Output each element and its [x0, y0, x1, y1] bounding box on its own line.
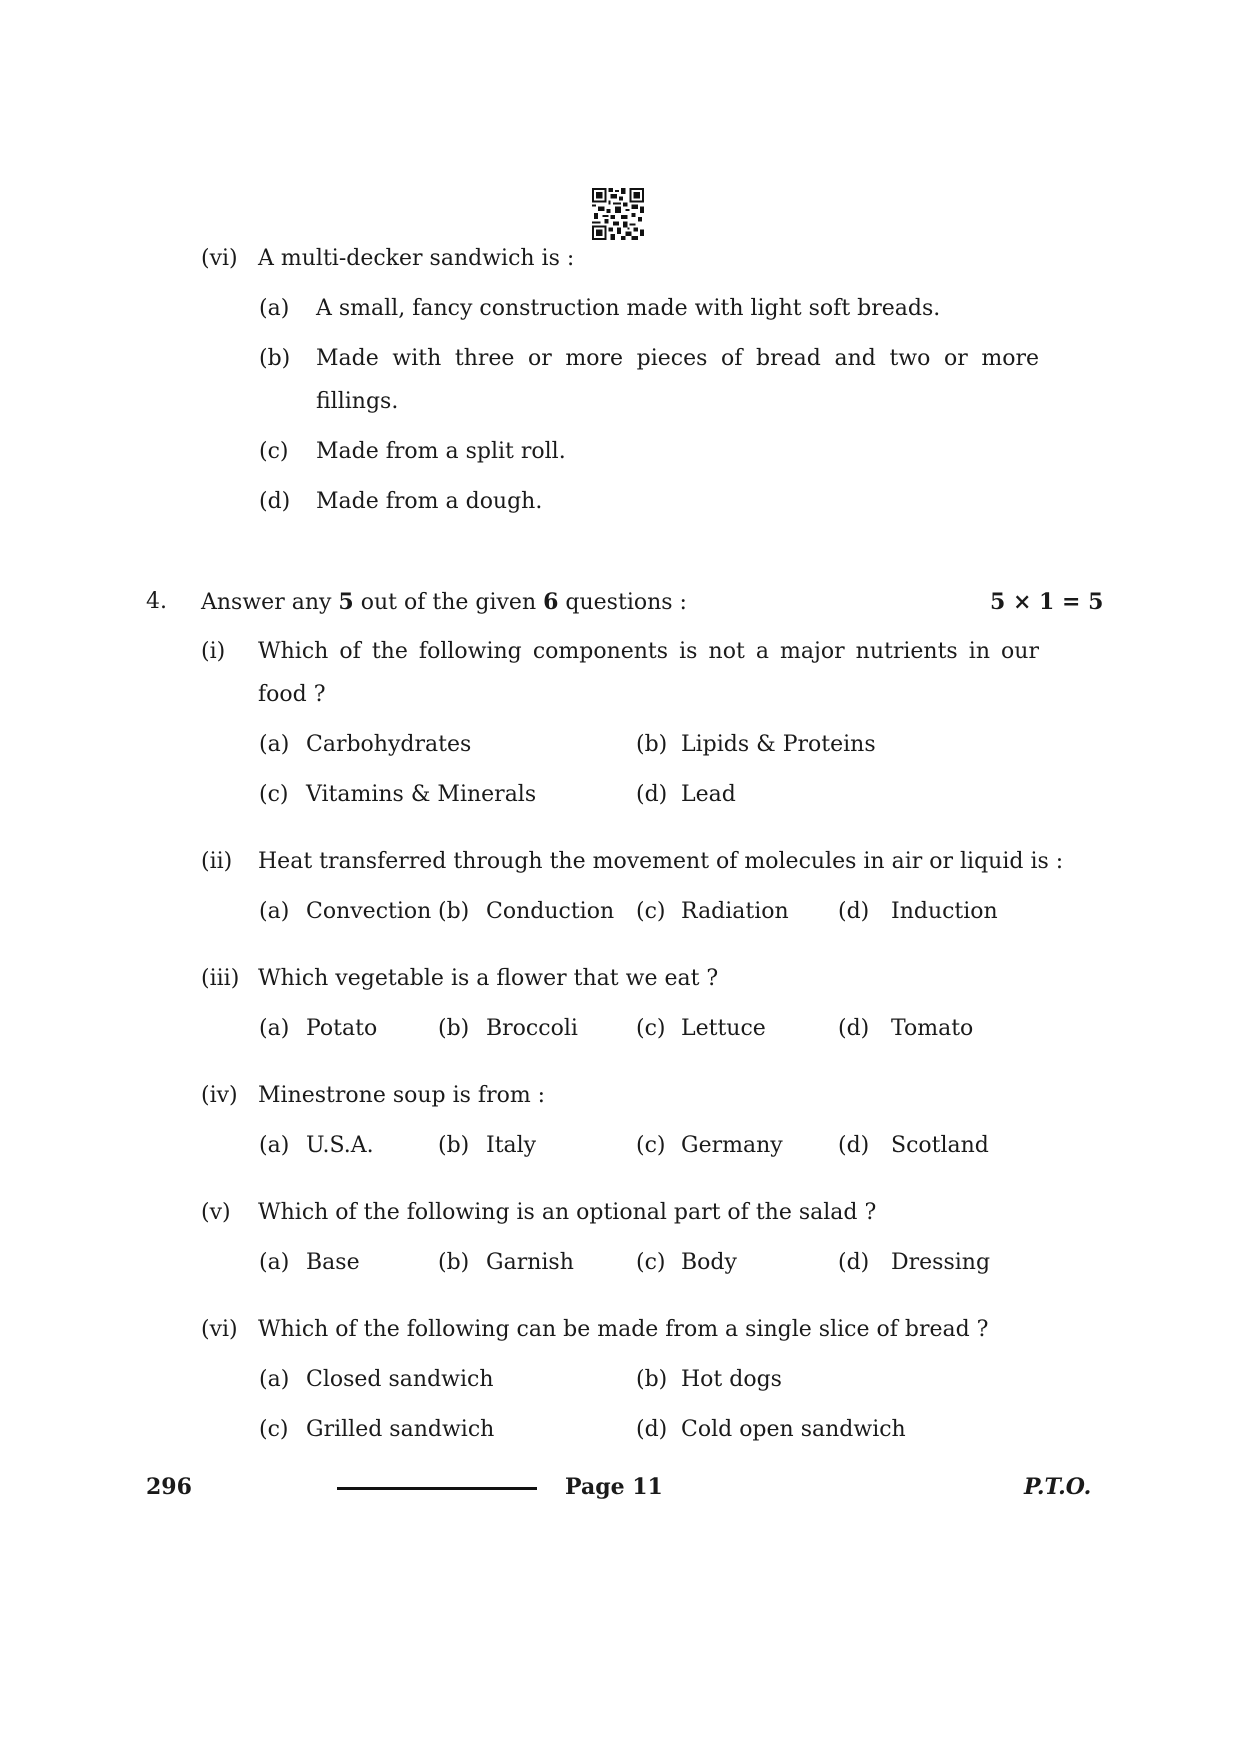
option-text: Vitamins & Minerals — [306, 782, 537, 807]
option-label: (d) — [636, 1417, 668, 1442]
option-text: Scotland — [891, 1133, 989, 1158]
option-text: Carbohydrates — [306, 732, 472, 757]
option-text: Closed sandwich — [306, 1367, 494, 1392]
question-stem-continued: food ? — [258, 682, 326, 707]
option-label: (d) — [838, 899, 870, 924]
question-stem: Which of the following can be made from a single slice of bread ? — [258, 1317, 989, 1342]
option-label: (b) — [438, 1016, 470, 1041]
option-text: Made with three or more pieces of bread and two or more — [316, 346, 1039, 371]
option-text: Tomato — [891, 1016, 974, 1041]
question-stem: Minestrone soup is from : — [258, 1083, 546, 1108]
option-text: Conduction — [486, 899, 615, 924]
option-text: A small, fancy construction made with light soft breads. — [316, 296, 941, 321]
question-stem: Which of the following is an optional part of the salad ? — [258, 1200, 877, 1225]
section-marks: 5 × 1 = 5 — [990, 589, 1104, 615]
option-text: Made from a dough. — [316, 489, 543, 514]
option-label: (d) — [636, 782, 668, 807]
option-label: (a) — [259, 1250, 290, 1275]
section-instruction: Answer any 5 out of the given 6 questions : — [201, 589, 687, 615]
option-label: (d) — [259, 489, 291, 514]
option-label: (c) — [259, 1417, 289, 1442]
question-number: (ii) — [201, 849, 233, 874]
option-text: Germany — [681, 1133, 783, 1158]
footer-rule — [337, 1487, 537, 1490]
option-label: (a) — [259, 732, 290, 757]
question-number: (iv) — [201, 1083, 238, 1108]
option-text: Lettuce — [681, 1016, 766, 1041]
question-stem: Which of the following components is not a major nutrients in our — [258, 639, 1039, 664]
option-label: (b) — [636, 732, 668, 757]
option-label: (b) — [636, 1367, 668, 1392]
question-stem: A multi-decker sandwich is : — [258, 246, 575, 271]
option-text: Made from a split roll. — [316, 439, 566, 464]
option-text: Italy — [486, 1133, 537, 1158]
option-text: Potato — [306, 1016, 378, 1041]
option-label: (b) — [438, 899, 470, 924]
qr-code-icon — [592, 188, 644, 240]
option-text: Hot dogs — [681, 1367, 782, 1392]
option-text: Cold open sandwich — [681, 1417, 906, 1442]
paper-code: 296 — [146, 1474, 192, 1500]
option-label: (d) — [838, 1250, 870, 1275]
option-label: (a) — [259, 899, 290, 924]
option-label: (a) — [259, 296, 290, 321]
option-text: Broccoli — [486, 1016, 578, 1041]
option-label: (c) — [259, 782, 289, 807]
option-label: (c) — [636, 899, 666, 924]
option-label: (b) — [438, 1133, 470, 1158]
section-number: 4. — [146, 589, 167, 614]
option-label: (c) — [636, 1016, 666, 1041]
pto-label: P.T.O. — [1024, 1474, 1092, 1500]
option-text: Base — [306, 1250, 360, 1275]
option-label: (a) — [259, 1367, 290, 1392]
option-text: Radiation — [681, 899, 789, 924]
question-stem: Heat transferred through the movement of molecules in air or liquid is : — [258, 849, 1064, 874]
question-number: (iii) — [201, 966, 240, 991]
question-number: (vi) — [201, 1317, 238, 1342]
option-text-continued: fillings. — [316, 389, 399, 414]
question-number: (i) — [201, 639, 226, 664]
option-label: (a) — [259, 1133, 290, 1158]
option-label: (c) — [259, 439, 289, 464]
option-text: Convection — [306, 899, 432, 924]
option-label: (c) — [636, 1133, 666, 1158]
option-text: Induction — [891, 899, 998, 924]
option-text: Dressing — [891, 1250, 991, 1275]
option-text: Grilled sandwich — [306, 1417, 495, 1442]
option-label: (a) — [259, 1016, 290, 1041]
question-number: (v) — [201, 1200, 231, 1225]
option-label: (b) — [438, 1250, 470, 1275]
option-text: U.S.A. — [306, 1133, 374, 1158]
option-text: Garnish — [486, 1250, 574, 1275]
option-text: Lead — [681, 782, 736, 807]
option-label: (d) — [838, 1016, 870, 1041]
option-text: Body — [681, 1250, 737, 1275]
question-number: (vi) — [201, 246, 238, 271]
page-number: Page 11 — [565, 1474, 663, 1500]
option-label: (d) — [838, 1133, 870, 1158]
question-stem: Which vegetable is a flower that we eat ? — [258, 966, 719, 991]
option-label: (b) — [259, 346, 291, 371]
option-label: (c) — [636, 1250, 666, 1275]
option-text: Lipids & Proteins — [681, 732, 876, 757]
